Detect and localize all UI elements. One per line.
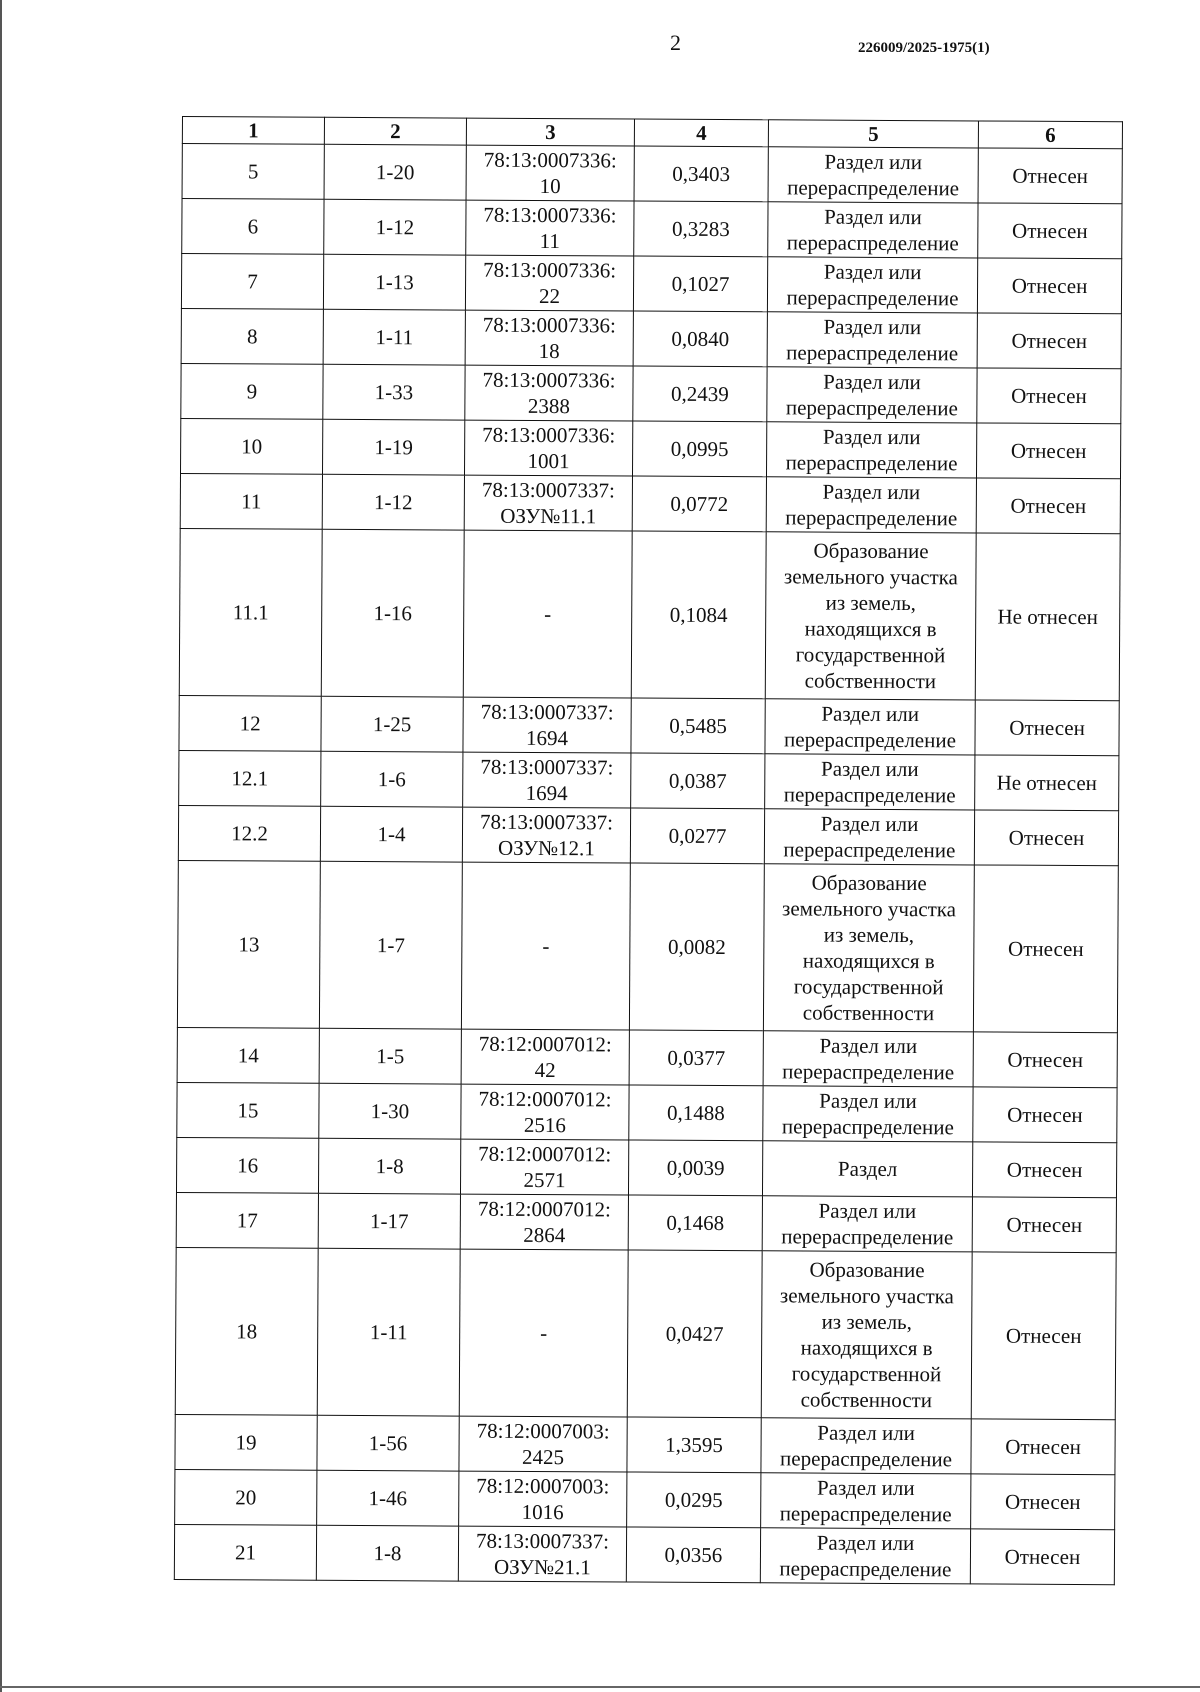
area-cell: 0,0840 [633,311,767,367]
formation-method-cell [761,1251,972,1419]
formation-method-line: перераспределение [785,450,958,476]
table-row [182,144,1122,204]
cadastral-number-line: 78:12:0007012: [477,1196,611,1222]
formation-method-line: Раздел или [822,424,921,450]
page-number: 2 [670,30,681,55]
formation-method-line: перераспределение [779,1446,953,1472]
column-header: 5 [768,120,978,148]
cadastral-number-line: 78:12:0007003: [476,1418,610,1444]
table-body [174,144,1122,1585]
table-row [182,199,1122,259]
formation-method-line: перераспределение [782,1059,955,1085]
cadastral-number-line: 2516 [523,1112,566,1138]
cadastral-number-cell [465,310,633,366]
row-number-cell: 6 [182,199,324,255]
formation-method-cell [768,147,978,203]
formation-method-line: Раздел или [817,1420,916,1446]
formation-method-line: перераспределение [783,727,957,753]
cadastral-number-cell [465,365,633,421]
row-number-cell: 15 [177,1082,319,1138]
formation-method-line: Раздел или [823,314,922,340]
area-cell: 0,0082 [629,863,764,1031]
formation-method-line: перераспределение [785,395,958,421]
row-number-cell: 18 [175,1247,318,1415]
points-range-cell: 1-19 [323,419,465,475]
status-cell: Отнесен [978,148,1122,204]
status-cell: Отнесен [973,865,1118,1033]
table-row [175,1247,1116,1419]
points-range-cell: 1-12 [322,474,464,530]
formation-method-line: Раздел или [823,259,922,285]
formation-method-line: Раздел или [816,1530,915,1556]
formation-method-cell [765,699,975,755]
formation-method-cell [765,754,975,810]
cadastral-number-line: 78:13:0007336: [483,257,617,283]
table-row [181,254,1121,314]
area-cell: 0,0772 [632,476,766,532]
table-row [176,1137,1116,1197]
formation-method-line: перераспределение [781,1114,954,1140]
area-cell: 0,0039 [628,1140,762,1196]
cadastral-number-cell [465,255,633,311]
area-cell: 0,5485 [631,698,765,754]
formation-method-cell [764,809,974,865]
points-range-cell: 1-17 [318,1193,460,1249]
status-cell: Отнесен [977,368,1121,424]
row-number-cell: 12.2 [178,805,320,861]
status-cell: Отнесен [972,1197,1116,1253]
status-cell: Не отнесен [975,533,1120,701]
formation-method-cell [760,1528,970,1584]
points-range-cell: 1-16 [321,529,464,697]
cadastral-number-cell [459,1416,627,1472]
area-cell: 0,0387 [631,753,765,809]
points-range-cell: 1-5 [319,1028,461,1084]
points-range-cell: 1-25 [321,696,463,752]
column-header: 2 [324,117,466,145]
status-cell: Отнесен [975,700,1119,756]
row-number-cell: 11 [180,473,322,529]
formation-method-line: перераспределение [783,837,956,863]
page-bottom-edge [0,1686,1200,1688]
row-number-cell: 5 [182,144,324,200]
table-row [177,860,1118,1032]
formation-method-line: находящихся в [804,616,937,642]
status-cell: Отнесен [970,1529,1114,1585]
formation-method-line: перераспределение [779,1501,952,1527]
table-row [181,418,1121,478]
status-cell: Отнесен [978,203,1122,259]
status-cell: Не отнесен [975,755,1119,811]
row-number-cell: 13 [177,860,320,1028]
formation-method-line: Раздел или [819,1033,918,1059]
formation-method-cell [763,864,974,1032]
formation-method-line: Раздел или [824,204,922,230]
formation-method-line: перераспределение [786,340,959,366]
column-header: 6 [978,121,1122,149]
cadastral-number-line: - [542,934,550,959]
status-cell: Отнесен [971,1252,1116,1420]
row-number-cell: 19 [175,1414,317,1470]
formation-method-cell [768,202,978,258]
points-range-cell: 1-56 [317,1415,459,1471]
table-row [179,750,1119,810]
status-cell: Отнесен [971,1419,1115,1475]
row-number-cell: 17 [176,1192,318,1248]
points-range-cell: 1-4 [320,806,462,862]
status-cell: Отнесен [973,1087,1117,1143]
cadastral-number-line: ОЗУ№11.1 [500,503,597,529]
area-cell: 1,3595 [627,1417,761,1473]
status-cell: Отнесен [977,258,1121,314]
cadastral-number-cell [459,1249,628,1417]
formation-method-line: государственной [795,642,946,668]
status-cell: Отнесен [974,810,1118,866]
formation-method-line: Образование [813,538,929,564]
formation-method-line: из земель, [821,1309,912,1335]
status-cell: Отнесен [973,1032,1117,1088]
cadastral-number-line: - [540,1321,548,1346]
cadastral-number-line: 22 [538,283,561,309]
page-edge [0,0,2,1692]
cadastral-number-line: 2388 [527,393,570,419]
table-row [181,308,1121,368]
table-row [179,528,1120,700]
row-number-cell: 12 [179,695,321,751]
area-cell: 0,0427 [627,1250,762,1418]
formation-method-line: Раздел [837,1156,898,1182]
formation-method-cell [761,1473,971,1529]
cadastral-number-cell [461,1029,629,1085]
table-row [175,1414,1115,1474]
formation-method-cell [766,422,976,478]
formation-method-cell [767,367,977,423]
area-cell: 0,0377 [629,1030,763,1086]
cadastral-number-line: 42 [534,1057,556,1083]
formation-method-cell [762,1196,972,1252]
formation-method-line: перераспределение [787,175,960,201]
cadastral-number-line: 1001 [527,448,570,474]
points-range-cell: 1-46 [317,1470,459,1526]
table-row [177,1027,1117,1087]
area-cell: 0,1027 [633,256,767,312]
table-row [180,473,1120,533]
cadastral-number-cell [459,1471,627,1527]
status-cell: Отнесен [971,1474,1115,1530]
area-cell: 0,1488 [629,1085,763,1141]
formation-method-line: Раздел или [824,149,923,175]
row-number-cell: 14 [177,1027,319,1083]
area-cell: 0,0277 [630,808,764,864]
cadastral-number-line: 11 [539,228,560,254]
table-row [181,363,1121,423]
formation-method-line: собственности [800,1387,933,1413]
cadastral-number-line: 78:13:0007337: [480,754,614,780]
formation-method-cell [767,257,977,313]
cadastral-number-cell [461,1084,629,1140]
formation-method-cell [765,532,976,700]
row-number-cell: 9 [181,363,323,419]
cadastral-number-line: 78:12:0007012: [478,1086,612,1112]
cadastral-number-cell [463,530,632,698]
cadastral-number-line: 1694 [525,780,568,806]
cadastral-number-line: 1016 [521,1499,564,1525]
formation-method-line: перераспределение [783,782,956,808]
cadastral-number-line: ОЗУ№12.1 [497,835,595,861]
cadastral-number-line: 78:13:0007336: [483,147,617,173]
status-cell: Отнесен [977,313,1121,369]
cadastral-number-line: 78:13:0007336: [482,312,616,338]
formation-method-line: земельного участка [782,896,957,922]
area-cell: 0,2439 [633,366,767,422]
cadastral-number-cell [464,420,632,476]
formation-method-line: перераспределение [786,230,959,256]
area-cell: 0,1468 [628,1195,762,1251]
points-range-cell: 1-33 [323,364,465,420]
formation-method-line: перераспределение [785,505,958,531]
cadastral-number-line: 10 [539,173,561,199]
cadastral-number-cell [458,1526,626,1582]
row-number-cell: 21 [174,1524,316,1580]
formation-method-line: перераспределение [779,1556,952,1582]
formation-method-line: перераспределение [786,285,959,311]
column-header: 1 [182,117,324,145]
formation-method-line: Раздел или [823,369,921,395]
formation-method-line: из земель, [825,590,917,616]
table-row [178,805,1118,865]
table-row [179,695,1119,755]
column-header: 4 [634,119,768,147]
cadastral-number-line: 78:12:0007003: [476,1473,610,1499]
cadastral-number-line: 1694 [525,725,569,751]
formation-method-line: государственной [793,974,944,1000]
cadastral-number-line: 78:13:0007337: [479,809,614,835]
cadastral-number-line: 18 [538,338,560,364]
cadastral-number-line: ОЗУ№21.1 [493,1554,591,1580]
table-row [177,1082,1117,1142]
cadastral-number-line: 78:13:0007337: [475,1528,610,1554]
formation-method-line: государственной [791,1361,942,1387]
table-row [174,1524,1114,1584]
area-cell: 0,0295 [627,1472,761,1528]
cadastral-number-line: 78:13:0007336: [482,422,616,448]
points-range-cell: 1-11 [323,309,465,365]
land-plots-table [174,116,1123,1585]
formation-method-line: Раздел или [820,811,919,837]
document-reference: 226009/2025-1975(1) [858,40,990,56]
points-range-cell: 1-11 [317,1248,460,1416]
cadastral-number-cell [463,752,631,808]
row-number-cell: 16 [176,1137,318,1193]
formation-method-line: собственности [804,668,937,694]
formation-method-cell [762,1141,972,1197]
formation-method-line: Раздел или [821,701,920,727]
cadastral-number-line: 2864 [523,1222,566,1248]
row-number-cell: 11.1 [179,528,322,696]
cadastral-number-cell [460,1139,628,1195]
cadastral-number-cell [464,475,632,531]
formation-method-line: земельного участка [783,564,958,590]
formation-method-cell [763,1031,973,1087]
formation-method-line: Раздел или [819,1088,917,1114]
cadastral-number-cell [461,862,630,1030]
formation-method-cell [763,1086,973,1142]
row-number-cell: 10 [181,418,323,474]
cadastral-number-line: - [544,602,552,627]
area-cell: 0,0356 [626,1527,760,1583]
cadastral-number-line: 2425 [521,1444,565,1470]
formation-method-line: находящихся в [802,948,935,974]
column-header: 3 [466,118,634,146]
formation-method-line: Раздел или [816,1475,915,1501]
formation-method-line: находящихся в [800,1335,933,1361]
points-range-cell: 1-6 [321,751,463,807]
area-cell: 0,1084 [631,531,766,699]
formation-method-line: перераспределение [781,1224,954,1250]
cadastral-number-cell [466,145,634,201]
cadastral-number-cell [460,1194,628,1250]
points-range-cell: 1-8 [316,1525,458,1581]
points-range-cell: 1-20 [324,144,466,200]
points-range-cell: 1-13 [323,254,465,310]
table-row [175,1469,1115,1529]
formation-method-line: из земель, [823,922,915,948]
status-cell: Отнесен [976,423,1120,479]
cadastral-number-line: 78:12:0007012: [478,1031,612,1057]
cadastral-number-line: 2571 [523,1167,566,1193]
row-number-cell: 20 [175,1469,317,1525]
cadastral-number-line: 78:12:0007012: [478,1141,612,1167]
formation-method-line: земельного участка [779,1283,954,1309]
cadastral-number-cell [463,697,631,753]
row-number-cell: 7 [181,254,323,310]
table-row [176,1192,1116,1252]
points-range-cell: 1-7 [319,861,462,1029]
area-cell: 0,3283 [634,201,768,257]
cadastral-number-line: 78:13:0007337: [480,699,614,725]
row-number-cell: 12.1 [179,750,321,806]
cadastral-number-cell [462,807,630,863]
points-range-cell: 1-30 [319,1083,461,1139]
row-number-cell: 8 [181,308,323,364]
points-range-cell: 1-8 [318,1138,460,1194]
formation-method-line: Образование [811,870,927,896]
cadastral-number-cell [466,200,634,256]
formation-method-line: Раздел или [822,479,921,505]
area-cell: 0,3403 [634,146,768,202]
area-cell: 0,0995 [632,421,766,477]
cadastral-number-line: 78:13:0007336: [483,202,617,228]
formation-method-cell [766,477,976,533]
status-cell: Отнесен [976,478,1120,534]
formation-method-line: Раздел или [818,1198,917,1224]
formation-method-cell [767,312,977,368]
status-cell: Отнесен [972,1142,1116,1198]
points-range-cell: 1-12 [324,199,466,255]
formation-method-cell [761,1418,971,1474]
formation-method-line: собственности [802,1000,935,1026]
formation-method-line: Образование [809,1257,925,1283]
cadastral-number-line: 78:13:0007337: [481,477,615,503]
formation-method-line: Раздел или [820,756,919,782]
cadastral-number-line: 78:13:0007336: [482,367,616,393]
